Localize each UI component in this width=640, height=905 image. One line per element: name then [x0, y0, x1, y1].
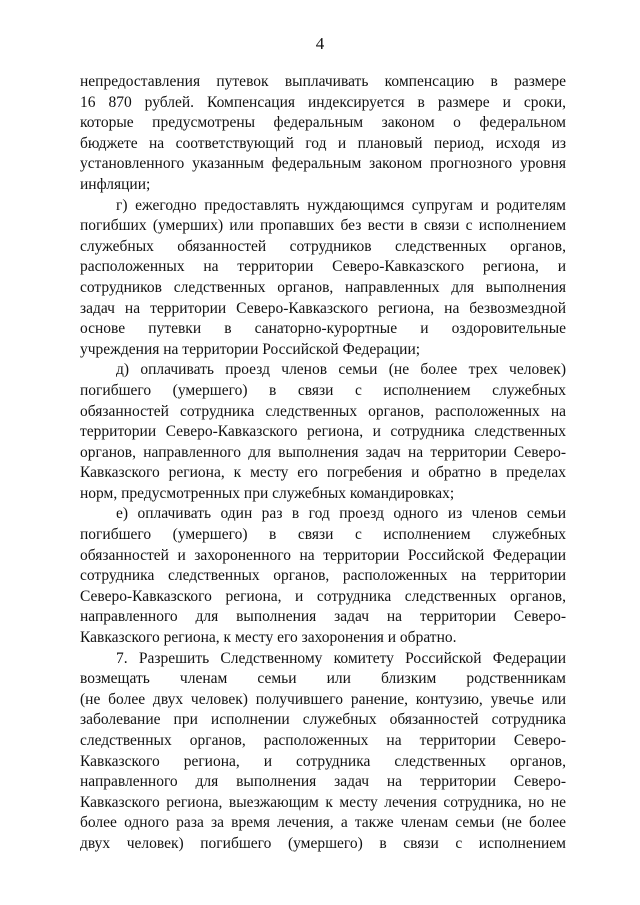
text-line: (не более двух человек) получившего ранение, контузию, увечье или [80, 690, 566, 708]
paragraph-g [80, 196, 566, 361]
text-line: сотрудника следственных органов, расположенных на территории [80, 567, 566, 585]
paragraph-e [80, 504, 566, 648]
text-line: погибшего (умершего) в связи с исполнением служебных [80, 381, 566, 399]
text-line: погибших (умерших) или пропавших без вести в связи с исполнением [80, 217, 566, 235]
text-line: обязанностей сотрудника следственных органов, расположенных на [80, 402, 566, 420]
text-line: Кавказского региона, выезжающим к месту лечения сотрудника, но не [80, 793, 566, 811]
text-line: Кавказского региона, к месту его погребения и обратно в пределах [80, 464, 566, 482]
page-number: 4 [315, 34, 325, 53]
text-line: е) оплачивать один раз в год проезд одного из членов семьи [116, 505, 566, 523]
text-line: г) ежегодно предоставлять нуждающимся супругам и родителям [116, 196, 566, 214]
text-line: д) оплачивать проезд членов семьи (не более трех человек) [116, 361, 566, 379]
text-line: которые предусмотрены федеральным законом о федеральном [80, 114, 566, 132]
text-line: следственных органов, расположенных на территории Северо- [80, 732, 566, 749]
text-line: обязанностей и захороненного на территории Российской Федерации [80, 546, 566, 564]
text-line: органов, направленного для выполнения задач на территории Северо- [80, 443, 566, 461]
paragraph-7 [80, 649, 566, 855]
paragraph-continuation [80, 72, 566, 196]
paragraph-d [80, 360, 566, 504]
text-line: установленного указанным федеральным законом прогнозного уровня [80, 155, 566, 173]
text-line: бюджете на соответствующий год и плановый период, исходя из [80, 134, 566, 152]
text-line: Северо-Кавказского региона, и сотрудника следственных органов, [80, 587, 566, 605]
text-line: двух человек) погибшего (умершего) в связи с исполнением [80, 834, 566, 852]
text-line: инфляции; [80, 175, 151, 193]
text-line: 16 870 рублей. Компенсация индексируется в размере и сроки, [80, 93, 566, 111]
text-line: расположенных на территории Северо-Кавказского региона, и [80, 258, 566, 276]
text-line: служебных обязанностей сотрудников следственных органов, [80, 237, 566, 255]
text-line: непредоставления путевок выплачивать компенсацию в размере [80, 73, 566, 90]
text-line: более одного раза за время лечения, а также членам семьи (не более [80, 814, 566, 832]
text-line: направленного для выполнения задач на территории Северо- [80, 608, 566, 626]
text-line: территории Северо-Кавказского региона, и сотрудника следственных [80, 423, 566, 441]
text-line: задач на территории Северо-Кавказского региона, на безвозмездной [80, 299, 566, 317]
text-line: заболевание при исполнении служебных обязанностей сотрудника [80, 711, 566, 729]
text-line: Кавказского региона, к месту его захоронения и обратно. [80, 629, 457, 647]
text-line: Кавказского региона, и сотрудника следственных органов, [80, 752, 566, 770]
text-line: основе путевки в санаторно-курортные и оздоровительные [80, 320, 566, 338]
text-line: погибшего (умершего) в связи с исполнением служебных [80, 526, 566, 544]
text-line: норм, предусмотренных при служебных командировках; [80, 484, 455, 502]
text-line: 7. Разрешить Следственному комитету Российской Федерации [116, 649, 566, 667]
text-line: направленного для выполнения задач на территории Северо- [80, 773, 566, 791]
text-line: учреждения на территории Российской Федерации; [80, 340, 421, 358]
text-line: сотрудников следственных органов, направленных для выполнения [80, 278, 566, 296]
document-body [80, 72, 566, 855]
text-line: возмещать членам семьи или близким родственникам [80, 670, 566, 688]
